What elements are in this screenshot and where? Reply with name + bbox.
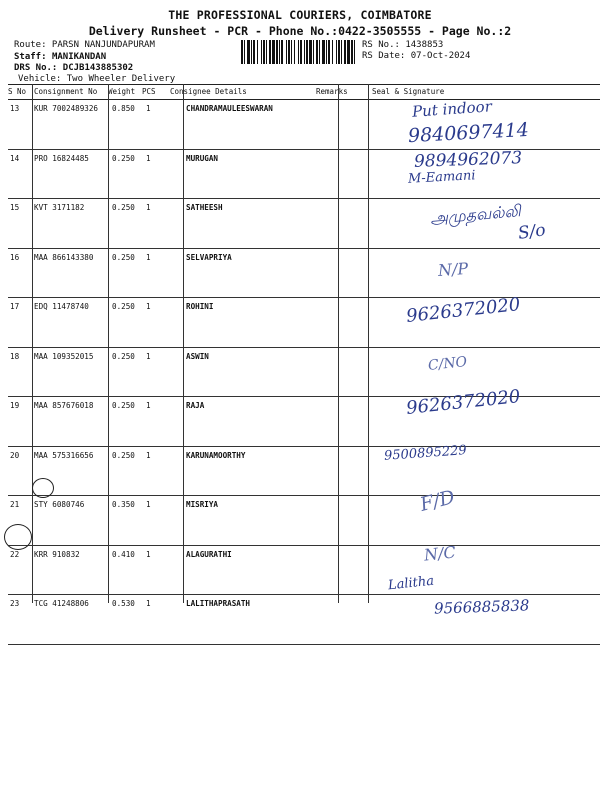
row-weight: 0.410 <box>112 549 135 559</box>
row-sno: 19 <box>10 401 20 410</box>
row-pcs: 1 <box>146 153 151 163</box>
table-header <box>8 84 600 100</box>
handwritten-note: N/P <box>437 258 469 281</box>
handwritten-phone: 9566885838 <box>433 596 530 618</box>
row-pcs: 1 <box>146 450 151 460</box>
handwritten-signature: அமுதவல்லி <box>429 201 522 228</box>
row-consignee: CHANDRAMAULEESWARAN <box>186 104 273 113</box>
row-sno: 23 <box>10 599 20 608</box>
table-row <box>8 447 600 497</box>
row-weight: 0.250 <box>112 153 135 163</box>
handwritten-phone: 9626372020 <box>405 294 522 327</box>
row-sno: 20 <box>10 450 20 460</box>
column-divider <box>32 84 33 603</box>
drs-line <box>14 63 133 73</box>
row-sno: 13 <box>10 104 20 113</box>
row-consignee: SATHEESH <box>186 203 223 212</box>
handwritten-note: S/o <box>516 220 547 244</box>
row-consignment: MAA 866143380 <box>34 252 94 262</box>
row-pcs: 1 <box>146 549 151 559</box>
row-sno: 14 <box>10 153 20 163</box>
row-weight: 0.250 <box>112 203 135 212</box>
row-consignment: TCG 41248806 <box>34 599 89 608</box>
col-consignee: Consignee Details <box>170 87 247 96</box>
pen-circle-mark <box>32 478 54 498</box>
column-divider <box>108 84 109 603</box>
row-pcs: 1 <box>146 302 151 311</box>
handwritten-note: C/NO <box>427 353 468 375</box>
handwritten-phone: 9840697414 <box>407 118 530 148</box>
row-pcs: 1 <box>146 500 151 509</box>
pen-circle-mark <box>4 524 32 550</box>
row-consignee: SELVAPRIYA <box>186 252 232 262</box>
row-weight: 0.250 <box>112 252 135 262</box>
handwritten-signature: M-Eamani <box>407 168 476 187</box>
handwritten-phone: 9894962073 <box>413 148 523 172</box>
row-consignee: ALAGURATHI <box>186 549 232 559</box>
staff-line <box>14 52 106 62</box>
row-weight: 0.250 <box>112 351 135 361</box>
row-consignment: PRO 16824485 <box>34 153 89 163</box>
row-consignee: ASWIN <box>186 351 209 361</box>
row-weight: 0.850 <box>112 104 135 113</box>
handwritten-phone: 9500895229 <box>383 443 468 464</box>
col-pcs: PCS <box>142 87 156 96</box>
table-row <box>8 249 600 299</box>
table-row <box>8 496 600 546</box>
row-pcs: 1 <box>146 203 151 212</box>
row-sno: 22 <box>10 549 20 559</box>
company-name: THE PROFESSIONAL COURIERS, COIMBATORE <box>168 8 432 22</box>
row-consignee: RAJA <box>186 401 205 410</box>
rs-date: RS Date: 07-Oct-2024 <box>362 51 471 61</box>
row-pcs: 1 <box>146 401 151 410</box>
row-consignment: EDQ 11478740 <box>34 302 89 311</box>
table-row <box>8 546 600 596</box>
col-consignment: Consignment No <box>34 87 98 96</box>
row-consignee: MURUGAN <box>186 153 219 163</box>
column-divider <box>183 84 184 603</box>
row-weight: 0.350 <box>112 500 135 509</box>
row-weight: 0.250 <box>112 450 135 460</box>
row-pcs: 1 <box>146 599 151 608</box>
row-consignee: LALITHAPRASATH <box>186 599 251 608</box>
vehicle-text: Vehicle: Two Wheeler Delivery <box>18 74 176 84</box>
row-consignee: ROHINI <box>186 302 214 311</box>
row-weight: 0.250 <box>112 401 135 410</box>
handwritten-signature: Lalitha <box>387 573 435 594</box>
staff-label: Staff: <box>14 52 47 62</box>
row-sno: 21 <box>10 500 20 509</box>
row-consignment: MAA 575316656 <box>34 450 94 460</box>
drs-value: DCJB143885302 <box>62 63 134 73</box>
handwritten-note: N/C <box>423 542 457 565</box>
row-consignment: MAA 109352015 <box>34 351 94 361</box>
row-consignment: MAA 857676018 <box>34 401 94 410</box>
row-pcs: 1 <box>146 104 151 113</box>
col-remarks: Remarks <box>316 87 348 96</box>
rs-number: RS No.: 1438853 <box>362 40 444 50</box>
barcode-image <box>240 40 358 64</box>
row-sno: 15 <box>10 203 20 212</box>
handwritten-note: Put indoor <box>411 97 493 121</box>
row-sno: 18 <box>10 351 20 361</box>
col-weight: Weight <box>108 87 136 96</box>
row-consignment: KUR 7002489326 <box>34 104 99 113</box>
runsheet-title: Delivery Runsheet - PCR - Phone No.:0422-3505555 - Page No.:2 <box>88 24 512 38</box>
col-sno: S No <box>8 87 27 96</box>
staff-value: MANIKANDAN <box>51 52 107 62</box>
row-weight: 0.530 <box>112 599 135 608</box>
column-divider <box>368 84 369 603</box>
col-seal-signature: Seal & Signature <box>372 87 445 96</box>
row-consignment: STY 6080746 <box>34 500 85 509</box>
row-consignment: KVT 3171182 <box>34 203 85 212</box>
row-sno: 16 <box>10 252 20 262</box>
row-consignee: KARUNAMOORTHY <box>186 450 246 460</box>
handwritten-note: F/D <box>417 486 457 516</box>
row-pcs: 1 <box>146 351 151 361</box>
row-consignee: MISRIYA <box>186 500 219 509</box>
handwritten-phone: 9626372020 <box>405 386 522 419</box>
row-pcs: 1 <box>146 252 151 262</box>
row-consignment: KRR 910832 <box>34 549 80 559</box>
row-sno: 17 <box>10 302 20 311</box>
route-text: Route: PARSN NANJUNDAPURAM <box>14 40 155 50</box>
row-weight: 0.250 <box>112 302 135 311</box>
column-divider <box>338 84 339 603</box>
drs-label: DRS No.: <box>14 63 58 73</box>
